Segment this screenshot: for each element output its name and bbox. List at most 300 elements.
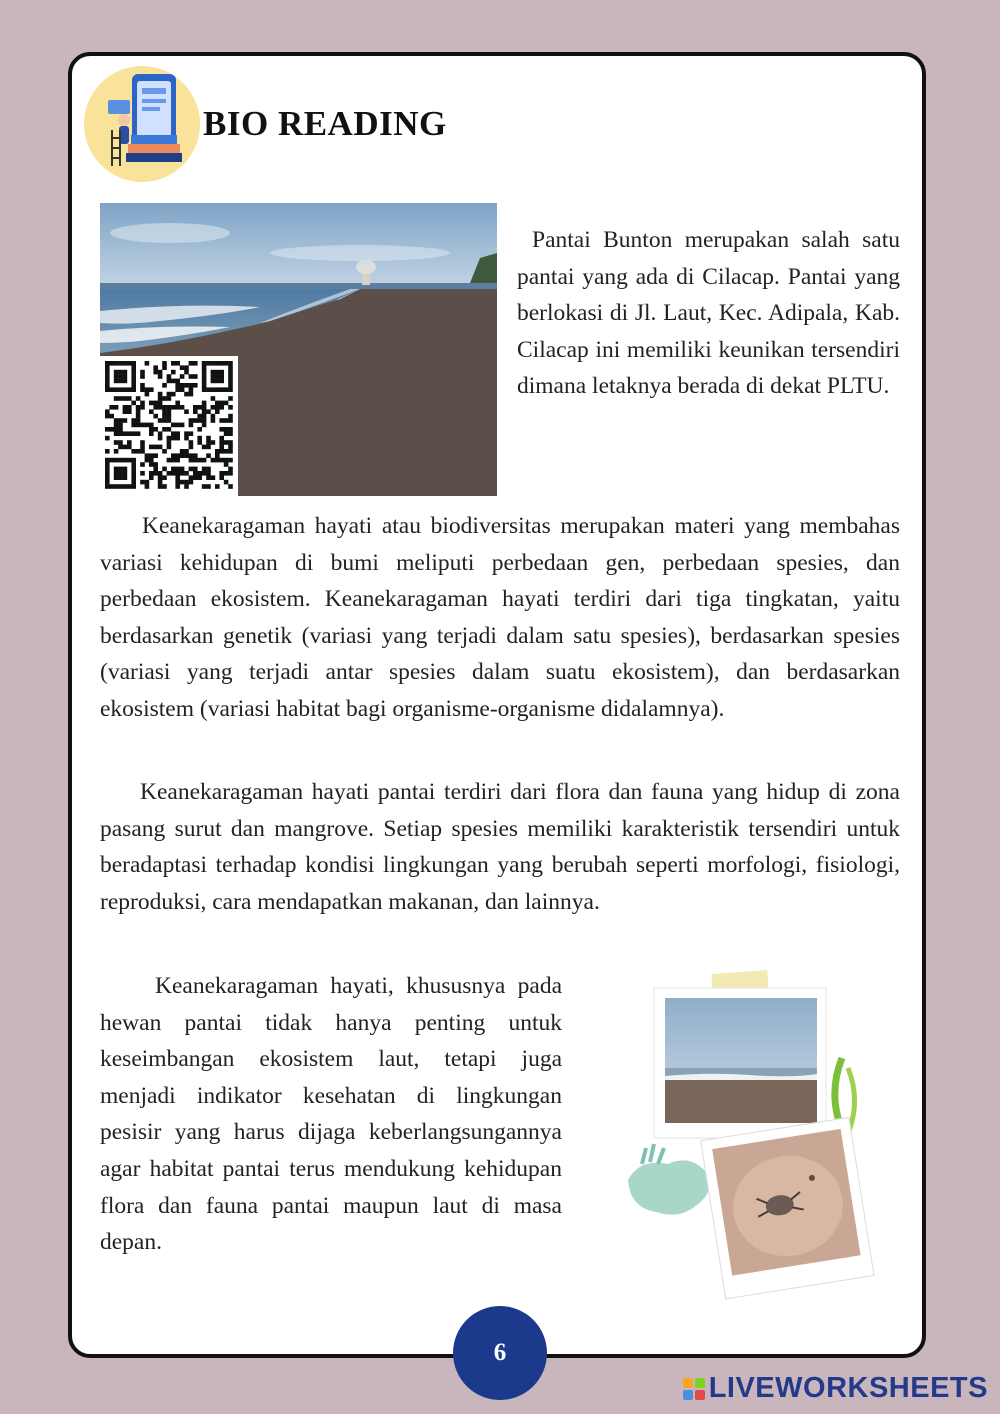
qr-module [140,462,145,467]
qr-module [153,414,158,419]
qr-module [140,440,145,445]
qr-module [219,475,224,480]
qr-module [184,453,189,458]
qr-module [224,449,229,454]
qr-module [171,392,176,397]
qr-module [123,374,128,379]
qr-module [105,414,110,419]
qr-module [118,475,123,480]
qr-module [153,405,158,410]
qr-module [202,365,207,370]
qr-module [206,440,211,445]
qr-module [105,471,110,476]
qr-module [123,361,128,366]
qr-module [131,374,136,379]
qr-module [180,467,185,472]
qr-module [215,409,220,414]
qr-module [224,401,229,406]
qr-module [228,449,233,454]
qr-module [171,405,176,410]
qr-module [158,370,163,375]
qr-module [149,427,154,432]
qr-module [109,361,114,366]
qr-module [189,374,194,379]
qr-module [215,458,220,463]
qr-module [136,449,141,454]
qr-module [118,370,123,375]
qr-module [109,387,114,392]
qr-module [118,440,123,445]
qr-module [219,418,224,423]
qr-module [162,449,167,454]
qr-module [171,361,176,366]
qr-module [184,409,189,414]
qr-module [158,396,163,401]
qr-module [118,427,123,432]
qr-module [158,484,163,489]
qr-module [202,361,207,366]
qr-module [215,405,220,410]
qr-module [114,405,119,410]
qr-module [189,440,194,445]
qr-module [184,431,189,436]
qr-module [131,365,136,370]
qr-module [211,361,216,366]
qr-module [228,427,233,432]
qr-module [228,440,233,445]
qr-module [109,427,114,432]
qr-module [171,467,176,472]
qr-module [140,401,145,406]
qr-module [114,370,119,375]
qr-module [140,445,145,450]
qr-module [202,374,207,379]
qr-module [136,418,141,423]
qr-module [136,431,141,436]
qr-module [219,361,224,366]
qr-module [224,480,229,485]
paragraph-biodiversity: Keanekaragaman hayati atau biodiversitas merupakan materi yang membahas variasi kehidupan di bumi meliputi perbedaan gen, perbedaan spesies, dan perbedaan ekosistem. Keanekaragaman hayati terdiri dari tiga tingkatan, yaitu berdasarkan genetik (variasi yang terjadi dalam satu spesies), berdasarkan spesies (variasi yang terjadi antar spesies dalam suatu ekosistem), dan berdasarkan ekosistem (variasi habitat bagi organisme-organisme didalamnya). [100,513,900,722]
qr-module [219,427,224,432]
qr-module [175,436,180,441]
qr-module [215,484,220,489]
qr-module [219,405,224,410]
qr-module [114,484,119,489]
qr-module [193,405,198,410]
qr-module [215,374,220,379]
qr-module [211,440,216,445]
qr-module [140,374,145,379]
qr-module [153,445,158,450]
qr-module [184,449,189,454]
qr-code-icon[interactable] [100,356,238,496]
paragraph-intro: Pantai Bunton merupakan salah satu pantai yang ada di Cilacap. Pantai yang berlokasi di Jl. Laut, Kec. Adipala, Kab. Cilacap ini memiliki keunikan tersendiri dimana letaknya berada di dekat PLTU. [517,227,900,400]
qr-module [114,423,119,428]
qr-module [131,387,136,392]
qr-module [140,370,145,375]
qr-module [153,453,158,458]
qr-module [131,449,136,454]
qr-module [149,445,154,450]
qr-module [202,418,207,423]
qr-module [109,484,114,489]
qr-module [136,409,141,414]
qr-module [109,405,114,410]
qr-module [118,484,123,489]
qr-module [219,449,224,454]
qr-module [149,475,154,480]
qr-module [158,480,163,485]
qr-module [136,396,141,401]
qr-module [224,462,229,467]
qr-module [114,361,119,366]
qr-module [189,418,194,423]
qr-module [118,467,123,472]
qr-module [153,462,158,467]
qr-module [131,401,136,406]
qr-module [105,462,110,467]
qr-module [175,471,180,476]
qr-module [189,387,194,392]
qr-module [215,387,220,392]
qr-module [197,427,202,432]
qr-module [202,471,207,476]
page-number-badge: 6 [453,1306,547,1400]
qr-module [175,453,180,458]
qr-module [189,467,194,472]
qr-module [189,480,194,485]
qr-module [127,458,132,463]
qr-module [206,361,211,366]
qr-module [140,383,145,388]
qr-module [228,405,233,410]
qr-module [145,480,150,485]
qr-module [219,458,224,463]
qr-module [127,396,132,401]
qr-module [145,392,150,397]
qr-module [145,423,150,428]
qr-module [105,467,110,472]
qr-module [114,467,119,472]
qr-module [105,374,110,379]
brand-logo[interactable] [683,1372,988,1405]
qr-module [149,453,154,458]
qr-module [189,423,194,428]
qr-module [167,418,172,423]
qr-module [211,396,216,401]
qr-module [206,445,211,450]
qr-module [167,427,172,432]
qr-module [105,361,110,366]
qr-module [145,361,150,366]
qr-module [197,458,202,463]
qr-module [224,427,229,432]
qr-module [162,396,167,401]
qr-module [189,361,194,366]
qr-module [189,458,194,463]
qr-module [202,370,207,375]
qr-module [127,440,132,445]
qr-module [162,409,167,414]
qr-module [228,471,233,476]
qr-module [215,379,220,384]
qr-module [180,480,185,485]
qr-module [171,370,176,375]
qr-module [127,405,132,410]
qr-module [131,431,136,436]
qr-module [189,431,194,436]
qr-module [215,370,220,375]
qr-module [202,409,207,414]
qr-module [123,431,128,436]
qr-module [145,484,150,489]
qr-module [228,458,233,463]
qr-module [127,409,132,414]
qr-module [123,405,128,410]
qr-module [193,453,198,458]
qr-module [149,458,154,463]
qr-module [202,467,207,472]
qr-module [171,453,176,458]
qr-module [167,414,172,419]
qr-module [105,480,110,485]
qr-module [193,374,198,379]
qr-module [202,445,207,450]
qr-module [105,370,110,375]
qr-module [211,370,216,375]
qr-module [158,431,163,436]
qr-module [153,370,158,375]
qr-module [114,396,119,401]
qr-module [105,365,110,370]
qr-module [123,484,128,489]
qr-module [123,445,128,450]
qr-module [162,427,167,432]
qr-module [136,423,141,428]
qr-module [202,405,207,410]
qr-module [175,458,180,463]
qr-module [219,445,224,450]
qr-module [131,458,136,463]
qr-module [118,458,123,463]
qr-module [105,458,110,463]
qr-module [127,445,132,450]
qr-module [114,418,119,423]
qr-module [219,401,224,406]
qr-module [140,449,145,454]
qr-module [219,379,224,384]
qr-module [193,467,198,472]
photo-collage [620,968,880,1313]
qr-module [193,383,198,388]
qr-module [167,471,172,476]
qr-module [118,361,123,366]
qr-module [228,418,233,423]
qr-module [211,379,216,384]
qr-module [175,387,180,392]
qr-module [224,361,229,366]
qr-module [211,475,216,480]
qr-module [127,431,132,436]
qr-module [114,471,119,476]
qr-module [175,423,180,428]
qr-module [171,379,176,384]
qr-module [153,401,158,406]
qr-module [175,480,180,485]
qr-module [193,475,198,480]
qr-module [158,392,163,397]
qr-module [123,418,128,423]
qr-module [206,475,211,480]
qr-module [105,436,110,441]
qr-module [131,370,136,375]
qr-module [189,475,194,480]
qr-module [167,409,172,414]
qr-module [193,361,198,366]
qr-module [131,467,136,472]
qr-module [228,365,233,370]
qr-module [175,361,180,366]
qr-module [180,374,185,379]
qr-module [180,383,185,388]
qr-module [158,374,163,379]
qr-module [153,365,158,370]
qr-module [180,449,185,454]
qr-module [118,387,123,392]
qr-module [224,431,229,436]
qr-module [105,387,110,392]
qr-module [158,471,163,476]
qr-module [228,484,233,489]
qr-module [158,405,163,410]
qr-module [228,370,233,375]
qr-module [114,449,119,454]
qr-module [184,484,189,489]
liveworksheets-logo-icon [683,1378,705,1400]
qr-module [118,423,123,428]
qr-module [193,458,198,463]
qr-module [131,423,136,428]
qr-module [228,374,233,379]
qr-module [180,453,185,458]
qr-module [127,484,132,489]
qr-module [219,387,224,392]
qr-module [211,414,216,419]
qr-module [167,396,172,401]
qr-module [180,387,185,392]
qr-module [167,445,172,450]
qr-module [123,396,128,401]
qr-module [215,401,220,406]
qr-module [215,449,220,454]
qr-module [114,427,119,432]
qr-module [131,484,136,489]
qr-module [127,387,132,392]
qr-module [131,379,136,384]
qr-module [175,401,180,406]
qr-module [145,458,150,463]
qr-module [118,431,123,436]
qr-module [175,379,180,384]
qr-module [118,418,123,423]
qr-module [149,462,154,467]
qr-module [211,387,216,392]
qr-module [149,401,154,406]
qr-module [175,467,180,472]
paragraph-importance: Keanekaragaman hayati, khususnya pada hewan pantai tidak hanya penting untuk keseimbangan ekosistem laut, tetapi juga menjadi indikator kesehatan di lingkungan pesisir yang harus dijaga keberlangsungannya agar habitat pantai terus mendukung kehidupan flora dan fauna pantai maupun laut di masa depan. [100,973,562,1256]
qr-module [219,440,224,445]
qr-module [162,484,167,489]
qr-module [197,475,202,480]
qr-module [149,423,154,428]
qr-module [184,471,189,476]
qr-module [149,409,154,414]
qr-module [162,418,167,423]
qr-module [202,484,207,489]
qr-module [105,475,110,480]
qr-module [158,418,163,423]
qr-module [162,361,167,366]
qr-module [193,471,198,476]
qr-module [184,480,189,485]
qr-module [131,418,136,423]
qr-module [140,405,145,410]
qr-module [206,387,211,392]
qr-module [167,440,172,445]
qr-module [105,449,110,454]
qr-module [114,379,119,384]
qr-module [219,370,224,375]
qr-module [114,440,119,445]
qr-module [197,440,202,445]
qr-module [175,383,180,388]
qr-module [219,374,224,379]
qr-module [131,475,136,480]
qr-module [202,414,207,419]
qr-module [162,414,167,419]
qr-module [197,418,202,423]
qr-module [202,387,207,392]
qr-module [123,387,128,392]
qr-module [171,423,176,428]
qr-module [228,431,233,436]
qr-module [202,383,207,388]
qr-module [118,471,123,476]
qr-module [167,458,172,463]
qr-module [175,405,180,410]
qr-module [171,431,176,436]
qr-module [153,471,158,476]
qr-module [123,379,128,384]
qr-module [206,471,211,476]
qr-module [105,427,110,432]
qr-module [211,418,216,423]
qr-module [123,467,128,472]
qr-module [145,453,150,458]
qr-module [114,458,119,463]
qr-module [114,475,119,480]
qr-module [189,445,194,450]
qr-module [123,475,128,480]
qr-module [105,379,110,384]
qr-module [162,383,167,388]
qr-module [206,409,211,414]
qr-module [197,405,202,410]
qr-module [224,387,229,392]
qr-module [206,436,211,441]
qr-module [118,445,123,450]
qr-module [171,458,176,463]
